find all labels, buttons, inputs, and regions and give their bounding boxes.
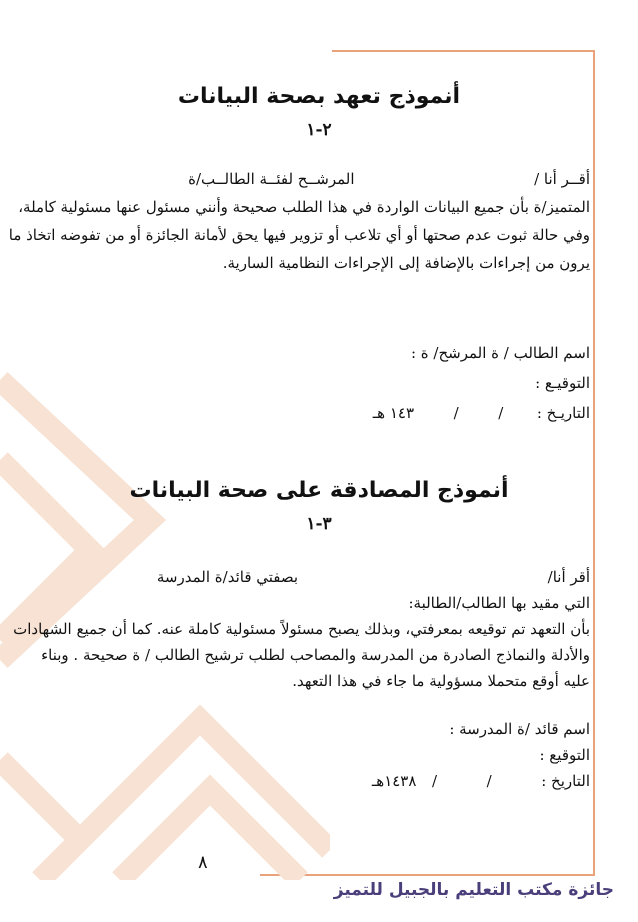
page-frame-right [593,50,595,876]
form1-date-sep1: / [498,404,504,422]
form1-date-sep2: / [453,404,459,422]
form2-date-sep1: / [486,772,492,790]
form2-line3: بأن التعهد تم توقيعه بمعرفتي، وبذلك يصبح مسئولاً مسئولية كاملة عنه. كما أن جميع الشهادات [13,620,590,638]
form2-date-year: ١٤٣٨هـ [371,772,417,790]
form1-line1 [40,168,590,190]
form2-date-field [40,770,590,792]
form1-line2: المتميز/ة بأن جميع البيانات الواردة في هذا الطلب صحيحة وأنني مسئول عنها مسئولية كاملة، [18,198,590,216]
form2-name-field: اسم قائد /ة المدرسة : [449,720,590,738]
form1-date-year: ١٤٣ هـ [372,404,415,422]
form2-line1 [40,566,590,588]
form2-date-sep2: / [431,772,438,790]
page-number: ٨ [198,852,208,873]
form2-line4: والأدلة والنماذج الصادرة من المدرسة والمصاحب لطلب ترشيح الطالب / ة صحيحة . وبناء [41,646,590,664]
form1-signature-field: التوقيـع : [535,374,590,392]
form1-name-field: اسم الطالب / ة المرشح/ ة : [410,344,590,362]
form1-line3: وفي حالة ثبوت عدم صحتها أو أي تلاعب أو تزوير فيها يحق لأمانة الجائزة أو من تفوضه اتخاذ ما [8,226,590,244]
form1-title: أنموذج تعهد بصحة البيانات [177,84,461,109]
form1-line1-b: المرشــح لفئــة الطالــب/ة [188,170,355,188]
form2-line1-b: بصفتي قائد/ة المدرسة [156,568,299,586]
form2-number: ٣-١ [306,514,332,534]
form2-line1-a: أقر أنا/ [547,568,590,586]
form2-signature-field: التوقيع : [539,746,590,764]
form1-date-label: التاريـخ : [536,404,590,422]
form2-line5: عليه أوقع متحملا مسؤولية ما جاء في هذا التعهد. [292,672,590,690]
form2-date-label: التاريخ : [541,772,590,790]
form1-line4: يرون من إجراءات بالإضافة إلى الإجراءات النظامية السارية. [222,254,590,272]
form1-date-field [40,402,590,424]
form1-line1-a: أقــر أنا / [534,170,590,188]
page-frame-top [332,50,595,52]
brand-logo-text: جائزة مكتب التعليم بالجبيل للتميز [333,880,614,900]
form2-title: أنموذج المصادقة على صحة البيانات [129,478,509,503]
form1-number: ٢-١ [306,120,332,140]
form2-line2: التي مقيد بها الطالب/الطالبة: [408,594,590,612]
